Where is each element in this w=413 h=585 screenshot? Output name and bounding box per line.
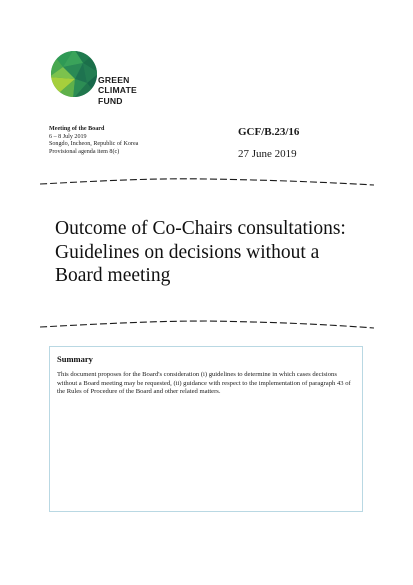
wave-divider-top [40,177,374,189]
document-title [55,217,385,288]
gcf-logo-icon [49,49,99,99]
logo-wordmark [98,75,137,106]
meeting-info [49,126,138,156]
meeting-dates: 6 – 8 July 2019 [49,133,87,140]
title-line-2: Guidelines on decisions without a [55,241,320,263]
meeting-location: Songdo, Incheon, Republic of Korea [49,141,139,148]
summary-box [49,346,363,512]
wave-divider-bottom [40,319,374,331]
meeting-heading: Meeting of the Board [49,126,105,132]
meeting-agenda-item: Provisional agenda item 8(c) [49,148,120,155]
summary-text: This document proposes for the Board's consideration (i) guidelines to determine in which cases decisions without a Board meeting may be requested, (ii) guidance with respect to the implementation of paragraph 43 of the Rules of Procedure of the Board and other related matters. [57,371,351,396]
title-line-3: Board meeting [55,265,171,286]
logo-line-fund: FUND [98,95,123,106]
document-number: GCF/B.23/16 [238,126,300,138]
title-line-1: Outcome of Co-Chairs consultations: [55,218,346,239]
logo-line-climate: CLIMATE [98,85,137,96]
document-date: 27 June 2019 [238,148,297,160]
logo-line-green: GREEN [98,75,130,85]
summary-heading: Summary [57,354,93,364]
